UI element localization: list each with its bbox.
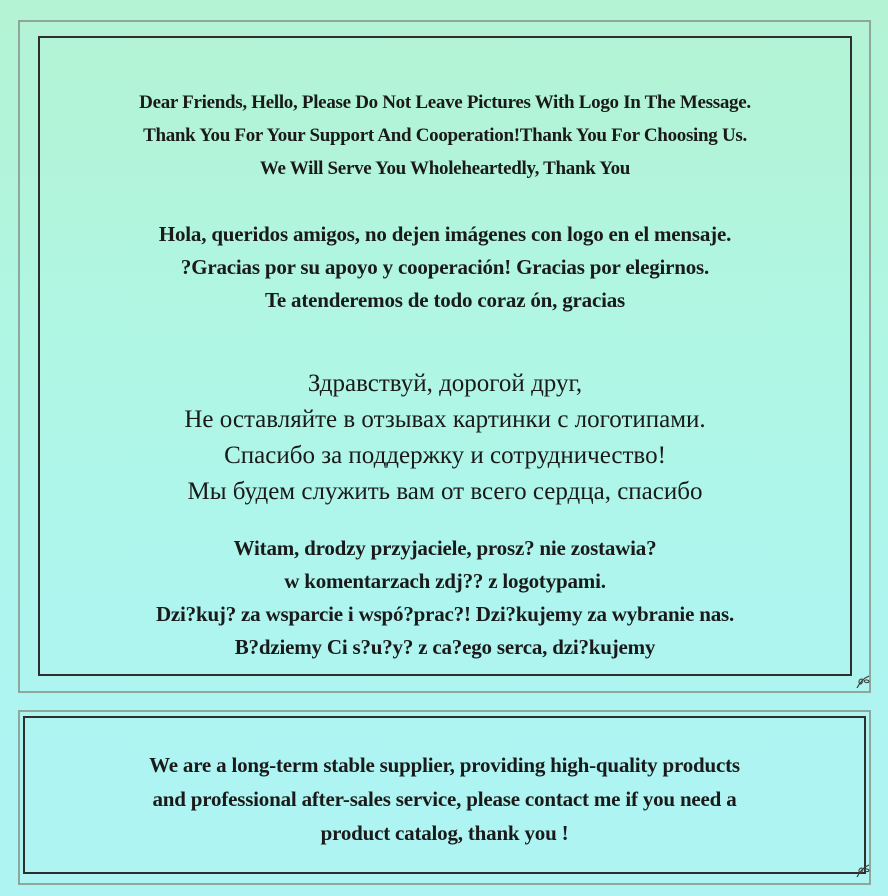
notice-polish-line: w komentarzach zdj?? z logotypami. xyxy=(284,569,606,593)
leaf-flourish-icon xyxy=(854,673,872,691)
notice-english-line: Thank You For Your Support And Cooperation!Thank You For Choosing Us. xyxy=(143,125,747,146)
notice-panel xyxy=(18,20,871,693)
supplier-panel xyxy=(18,710,871,885)
notice-polish-line: Dzi?kuj? za wsparcie i wspó?prac?! Dzi?kujemy za wybranie nas. xyxy=(155,602,735,626)
notice-spanish-line: Te atenderemos de todo coraz ón, gracias xyxy=(264,288,626,312)
notice-russian xyxy=(40,366,850,510)
supplier-message-line: and professional after-sales service, please contact me if you need a xyxy=(152,787,737,811)
notice-polish-line: B?dziemy Ci s?u?y? z ca?ego serca, dzi?kujemy xyxy=(234,635,656,659)
notice-spanish xyxy=(40,218,850,317)
notice-polish-line: Witam, drodzy przyjaciele, prosz? nie zostawia? xyxy=(233,536,657,560)
notice-english xyxy=(40,86,850,185)
notice-inner-border xyxy=(38,36,852,676)
notice-russian-line: Здравствуй, дорогой друг, xyxy=(307,370,583,397)
supplier-message xyxy=(25,748,864,850)
notice-russian-line: Спасибо за поддержку и сотрудничество! xyxy=(224,442,666,469)
notice-english-line: Dear Friends, Hello, Please Do Not Leave Pictures With Logo In The Message. xyxy=(139,92,751,113)
notice-spanish-line: ?Gracias por su apoyo y cooperación! Gracias por elegirnos. xyxy=(180,255,710,279)
notice-russian-line: Мы будем служить вам от всего сердца, спасибо xyxy=(187,478,703,505)
supplier-message-line: product catalog, thank you ! xyxy=(320,821,569,845)
leaf-flourish-icon xyxy=(854,862,872,880)
supplier-message-line: We are a long-term stable supplier, providing high-quality products xyxy=(149,753,740,777)
notice-spanish-line: Hola, queridos amigos, no dejen imágenes con logo en el mensaje. xyxy=(158,222,732,246)
notice-english-line: We Will Serve You Wholeheartedly, Thank You xyxy=(259,158,631,179)
notice-polish xyxy=(40,532,850,664)
notice-russian-line: Не оставляйте в отзывах картинки с логотипами. xyxy=(184,406,706,433)
supplier-inner-border xyxy=(23,716,866,874)
